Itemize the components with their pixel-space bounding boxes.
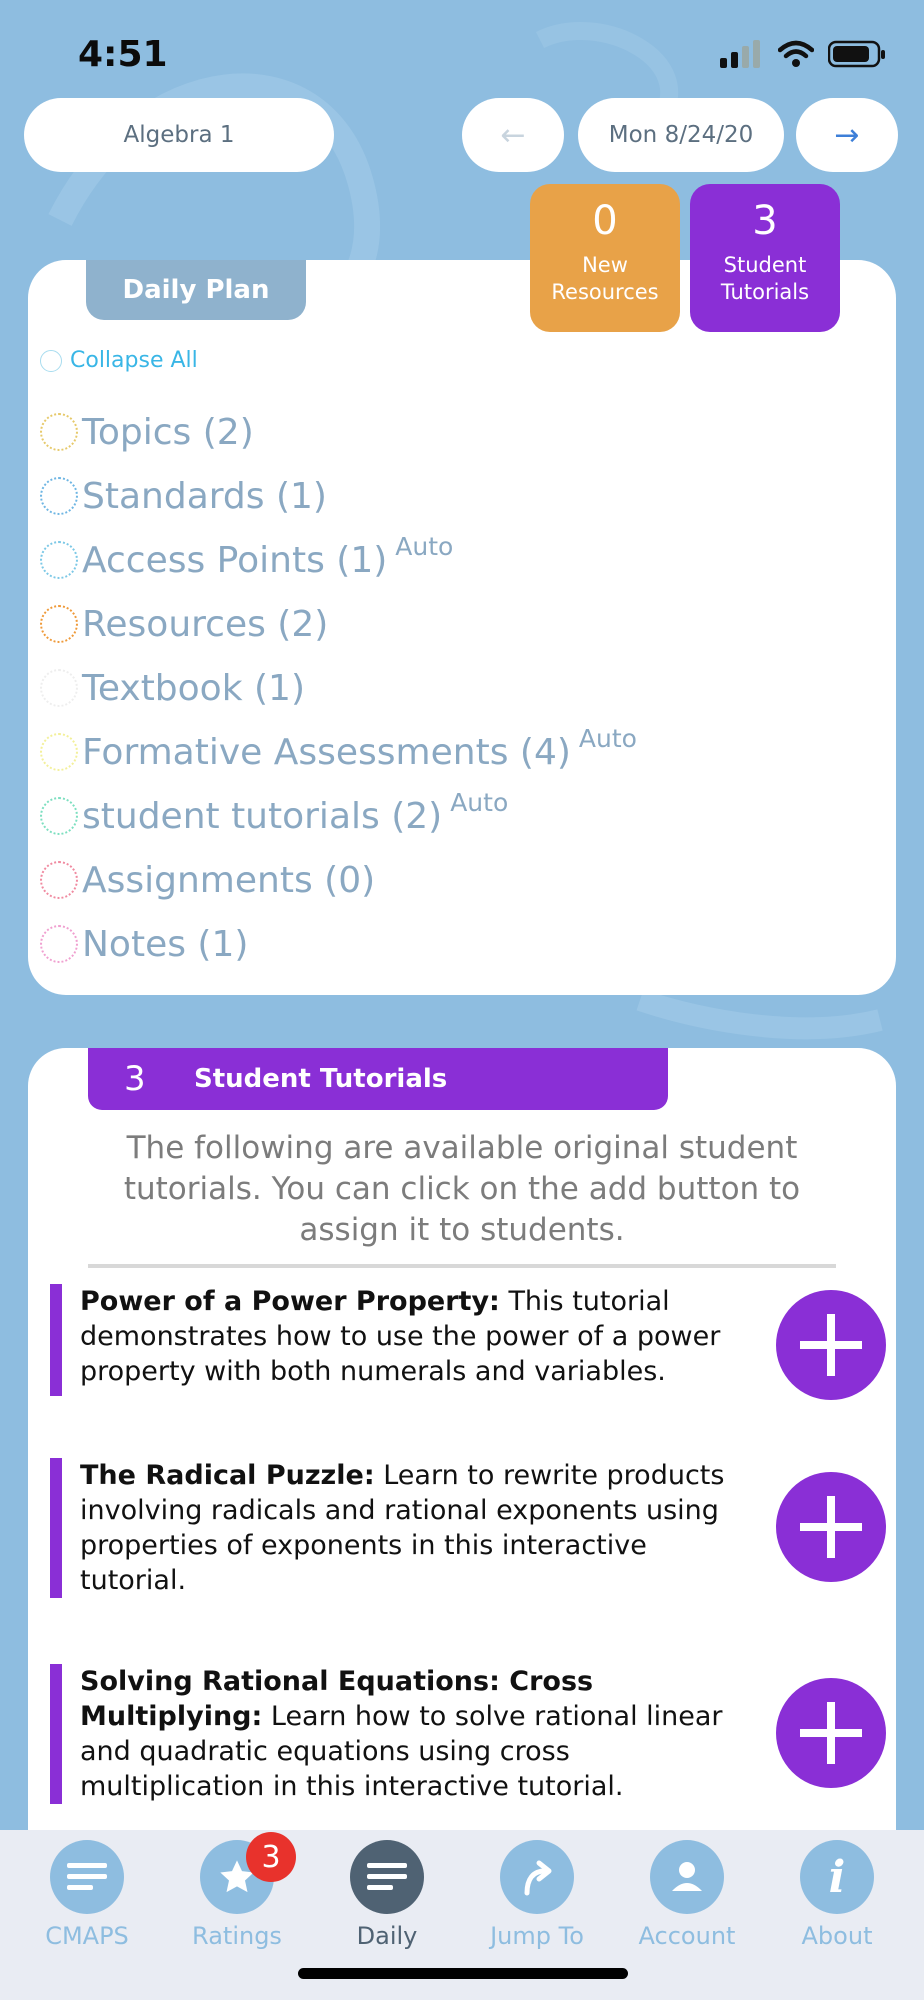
person-icon <box>650 1840 724 1914</box>
plan-item-label: Assignments (0) <box>82 859 376 901</box>
tutorial-item <box>50 1284 890 1404</box>
plus-icon <box>800 1314 862 1376</box>
category-circle-icon <box>40 669 78 707</box>
tutorial-accent-bar <box>50 1664 62 1804</box>
plan-item-resources[interactable] <box>40 592 637 656</box>
auto-tag: Auto <box>395 531 454 561</box>
tutorials-count: 3 <box>124 1059 146 1099</box>
tutorial-title: Solving Rational Equations: Cross Multiplying: <box>80 1666 594 1732</box>
plus-icon <box>800 1702 862 1764</box>
next-day-button[interactable] <box>796 98 898 172</box>
menu-lines-icon <box>50 1840 124 1914</box>
auto-tag: Auto <box>578 723 637 753</box>
tab-ratings[interactable] <box>162 1840 312 1950</box>
info-icon <box>800 1840 874 1914</box>
category-circle-icon <box>40 477 78 515</box>
date-selector[interactable]: Mon 8/24/20 <box>578 98 784 172</box>
tutorial-accent-bar <box>50 1284 62 1396</box>
plan-item-label: Notes (1) <box>82 923 249 965</box>
plan-item-label: Resources (2) <box>82 603 329 645</box>
category-circle-icon <box>40 925 78 963</box>
plus-icon <box>800 1496 862 1558</box>
arrow-right-icon: → <box>834 117 860 153</box>
home-indicator <box>298 1968 628 1979</box>
new-resources-count: 0 <box>592 198 618 244</box>
new-resources-label: New Resources <box>551 253 659 304</box>
collapse-radio-icon <box>40 350 62 372</box>
status-bar <box>0 0 924 100</box>
tutorial-item <box>50 1458 890 1598</box>
battery-icon <box>828 40 886 68</box>
info-glyph: i <box>828 1851 846 1903</box>
student-tutorials-label: Student Tutorials <box>720 253 810 304</box>
daily-plan-title: Daily Plan <box>86 260 306 320</box>
tab-label: CMAPS <box>45 1922 129 1950</box>
subject-selector[interactable]: Algebra 1 <box>24 98 334 172</box>
status-time: 4:51 <box>78 34 168 75</box>
tab-daily[interactable] <box>312 1840 462 1950</box>
tutorial-desc: Learn to rewrite products involving radicals and rational exponents using properties of exponents in this interactive tutorial. <box>80 1460 725 1596</box>
category-circle-icon <box>40 797 78 835</box>
tab-about[interactable] <box>762 1840 912 1950</box>
category-circle-icon <box>40 861 78 899</box>
tab-label: Daily <box>356 1922 418 1950</box>
tutorials-title: Student Tutorials <box>194 1064 448 1094</box>
category-circle-icon <box>40 413 78 451</box>
tutorial-accent-bar <box>50 1458 62 1598</box>
plan-item-assignments[interactable] <box>40 848 637 912</box>
tutorial-text <box>80 1458 760 1598</box>
add-tutorial-button[interactable] <box>776 1472 886 1582</box>
tab-label: About <box>801 1922 873 1950</box>
tutorial-desc: This tutorial demonstrates how to use the power of a power property with both numerals and variables. <box>80 1286 721 1387</box>
plan-list <box>40 400 637 976</box>
arrow-left-icon: ← <box>500 117 526 153</box>
tab-label: Account <box>638 1922 736 1950</box>
tutorial-text <box>80 1664 760 1804</box>
tab-account[interactable] <box>612 1840 762 1950</box>
student-tutorials-header <box>88 1048 668 1110</box>
divider <box>88 1264 836 1268</box>
plan-item-label: Formative Assessments (4) <box>82 731 571 773</box>
star-icon <box>200 1839 281 1914</box>
plan-item-student-tutorials[interactable] <box>40 784 637 848</box>
daily-plan-card <box>28 260 896 995</box>
tab-jump-to[interactable] <box>462 1840 612 1950</box>
signal-icon <box>720 40 764 68</box>
add-tutorial-button[interactable] <box>776 1290 886 1400</box>
plan-item-label: Textbook (1) <box>82 667 305 709</box>
tutorial-text <box>80 1284 760 1389</box>
tab-label: Jump To <box>490 1922 584 1950</box>
tutorial-title: Power of a Power Property: <box>80 1286 500 1317</box>
plan-item-textbook[interactable] <box>40 656 637 720</box>
category-circle-icon <box>40 733 78 771</box>
collapse-all-label: Collapse All <box>70 348 198 373</box>
plan-item-label: student tutorials (2) <box>82 795 443 837</box>
collapse-all-toggle[interactable] <box>40 348 198 373</box>
plan-item-access-points[interactable] <box>40 528 637 592</box>
wifi-icon <box>778 40 814 68</box>
plan-item-label: Access Points (1) <box>82 539 388 581</box>
plan-item-notes[interactable] <box>40 912 637 976</box>
student-tutorials-button[interactable] <box>690 184 840 332</box>
add-tutorial-button[interactable] <box>776 1678 886 1788</box>
tutorial-desc: Learn how to solve rational linear and quadratic equations using cross multiplication in this interactive tutorial. <box>80 1701 723 1802</box>
new-resources-button[interactable] <box>530 184 680 332</box>
plan-item-topics[interactable] <box>40 400 637 464</box>
tutorials-intro: The following are available original student tutorials. You can click on the add button to assign it to students. <box>123 1130 801 1248</box>
previous-day-button[interactable] <box>462 98 564 172</box>
plan-item-label: Topics (2) <box>82 411 254 453</box>
tab-cmaps[interactable] <box>12 1840 162 1950</box>
plan-item-label: Standards (1) <box>82 475 327 517</box>
tab-label: Ratings <box>192 1922 282 1950</box>
plan-item-formative-assessments[interactable] <box>40 720 637 784</box>
student-tutorials-count: 3 <box>752 198 778 244</box>
plan-item-standards[interactable] <box>40 464 637 528</box>
tutorial-title: The Radical Puzzle: <box>80 1460 375 1491</box>
ratings-badge: 3 <box>246 1832 296 1882</box>
category-circle-icon <box>40 605 78 643</box>
menu-lines-icon <box>350 1840 424 1914</box>
tutorial-item <box>50 1664 890 1804</box>
auto-tag: Auto <box>450 787 509 817</box>
jump-arrow-icon <box>500 1840 574 1914</box>
category-circle-icon <box>40 541 78 579</box>
